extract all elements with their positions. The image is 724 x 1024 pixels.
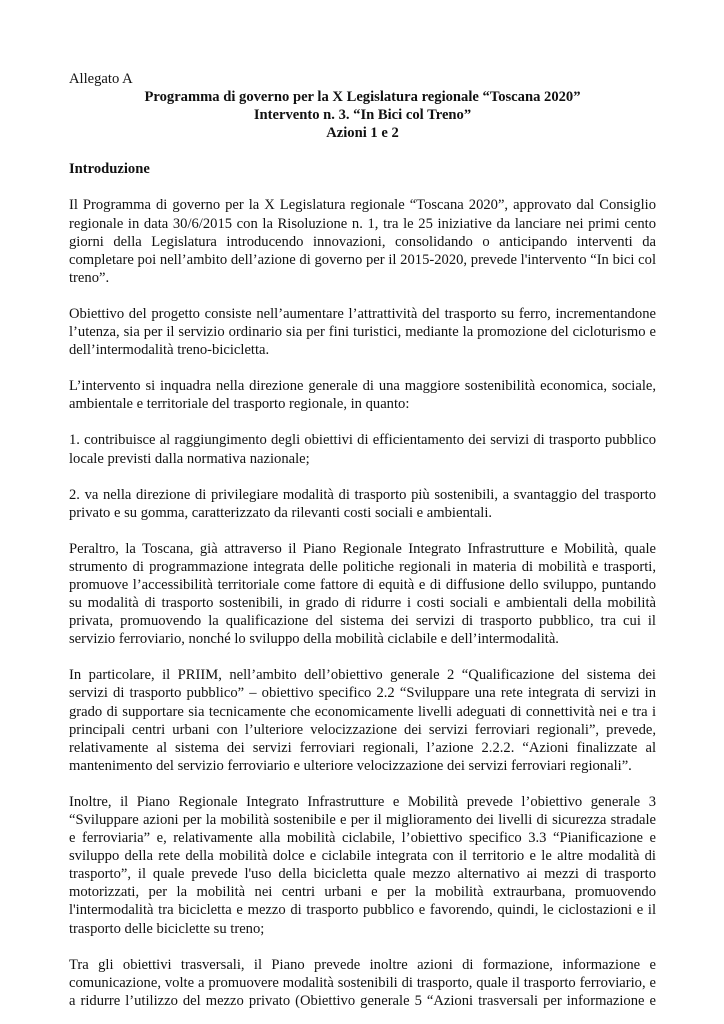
heading-line-programma: Programma di governo per la X Legislatura regionale “Toscana 2020” <box>144 89 581 106</box>
paragraph-programma-governo: Il Programma di governo per la X Legislatura regionale “Toscana 2020”, approvato dal Consiglio regionale in data 30/6/2015 con la Risoluzione n. 1, tra le 25 iniziative da lanciare nei primi cento giorni della Legislatura introducendo innovazioni, consolidando o anticipando interventi da completare poi nell’ambito dell’azione di governo per il 2015-2020, prevede l'intervento “In bici col treno”. <box>69 197 656 286</box>
annex-label: Allegato A <box>69 71 133 87</box>
section-title-introduzione: Introduzione <box>69 161 150 178</box>
document-page <box>69 70 656 1010</box>
paragraph-mobilita-ciclabile: Inoltre, il Piano Regionale Integrato Infrastrutture e Mobilità prevede l’obiettivo generale 3 “Sviluppare azioni per la mobilità sostenibile e per il miglioramento dei livelli di sicurezza stradale e ferroviaria” e, relativamente alla mobilità ciclabile, l’obiettivo specifico 3.3 “Pianificazione e sviluppo della rete della mobilità dolce e ciclabile integrata con il territorio e le altre modalità di trasporto”, il quale prevede l'uso della bicicletta quale mezzo alternativo ai mezzi di trasporto motorizzati, per la mobilità nei centri urbani e per la mobilità extraurbana, promuovendo l'intermodalità tra bicicletta e mezzo di trasporto pubblico e favorendo, quindi, le ciclostazioni e il trasporto delle biciclette su treno; <box>69 793 656 937</box>
paragraph-obiettivi-trasversali: Tra gli obiettivi trasversali, il Piano prevede inoltre azioni di formazione, informazione e comunicazione, volte a promuovere modalità sostenibili di trasporto, quale il trasporto ferroviario, e a ridurre l’utilizzo del mezzo privato (Obiettivo generale 5 “Azioni trasversali per informazione e <box>69 956 656 1009</box>
heading-line-intervento: Intervento n. 3. “In Bici col Treno” <box>253 107 472 124</box>
paragraph-piano-regionale: Peraltro, la Toscana, già attraverso il Piano Regionale Integrato Infrastrutture e Mobilità, quale strumento di programmazione integrata delle politiche regionali in materia di mobilità e trasporti, promuove l’accessibilità territoriale come fattore di equità e di diffusione dello sviluppo, puntando su modalità di trasporto sostenibili, in grado di ridurre i costi sociali e ambientali della mobilità privata, promuovendo la qualificazione del sistema dei servizi di trasporto pubblico, tra cui il servizio ferroviario, nonché lo sviluppo della mobilità ciclabile e dell’intermodalità. <box>69 540 656 648</box>
list-item-1: 1. contribuisce al raggiungimento degli obiettivi di efficientamento dei servizi di trasporto pubblico locale previsti dalla normativa nazionale; <box>69 432 656 467</box>
heading-line-azioni: Azioni 1 e 2 <box>326 125 399 142</box>
document-heading <box>69 88 656 142</box>
paragraph-priim: In particolare, il PRIIM, nell’ambito dell’obiettivo generale 2 “Qualificazione del sistema dei servizi di trasporto pubblico” – obiettivo specifico 2.2 “Sviluppare una rete integrata di servizi in grado di supportare sia tecnicamente che economicamente livelli adeguati di connettività nei e tra i principali centri urbani con l’ulteriore velocizzazione dei servizi ferroviari regionali”, prevede, relativamente al sistema dei servizi ferroviari regionali, l’azione 2.2.2. “Azioni finalizzate al mantenimento del servizio ferroviario e ulteriore velocizzazione dei servizi ferroviari regionali”. <box>69 667 656 774</box>
list-item-2: 2. va nella direzione di privilegiare modalità di trasporto più sostenibili, a svantaggio del trasporto privato e su gomma, caratterizzato da rilevanti costi sociali e ambientali. <box>69 486 656 521</box>
paragraph-obiettivo-progetto: Obiettivo del progetto consiste nell’aumentare l’attrattività del trasporto su ferro, incrementandone l’utenza, sia per il servizio ordinario sia per fini turistici, mediante la promozione del cicloturismo e dell’intermodalità treno-bicicletta. <box>69 305 656 359</box>
paragraph-intervento-inquadra: L’intervento si inquadra nella direzione generale di una maggiore sostenibilità economica, sociale, ambientale e territoriale del trasporto regionale, in quanto: <box>69 378 656 413</box>
